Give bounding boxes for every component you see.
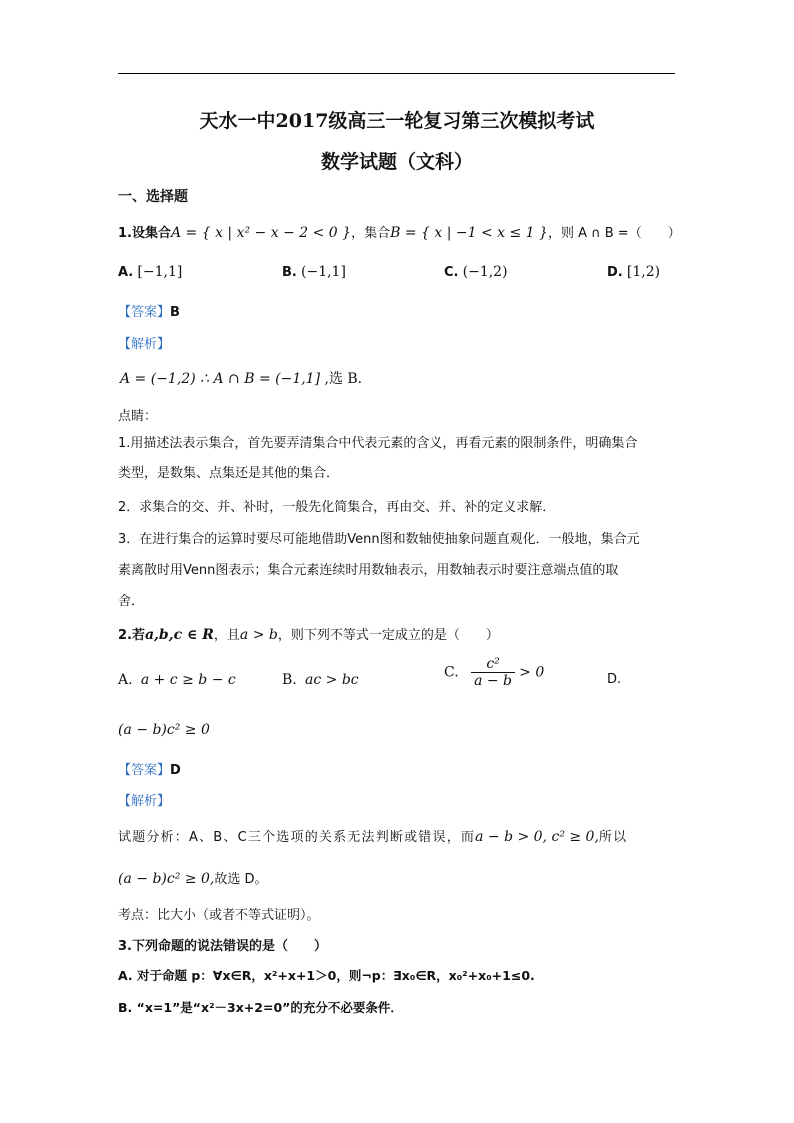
q1-option-d: D. [1,2)	[607, 264, 661, 280]
q1-analysis: A = (−1,2) ∴ A ∩ B = (−1,1] ,选 B.	[120, 371, 363, 387]
q1-remark-line: 3．在进行集合的运算时要尽可能地借助Venn图和数轴使抽象问题直观化．一般地，集合元	[118, 532, 640, 547]
q1-remark-line: 素离散时用Venn图表示；集合元素连续时用数轴表示，用数轴表示时要注意端点值的取	[118, 563, 619, 578]
q1-set-b: B = { x | −1 < x ≤ 1 }	[390, 225, 548, 241]
exam-title: 天水一中2017级高三一轮复习第三次模拟考试	[199, 110, 595, 132]
q2-answer: 【答案】D	[118, 763, 181, 778]
q1-remark-line: 1.用描述法表示集合，首先要弄清集合中代表元素的含义，再看元素的限制条件，明确集合	[118, 436, 638, 451]
q1-set-a: A = { x | x² − x − 2 < 0 }	[170, 225, 352, 241]
q1-answer: 【答案】B	[118, 305, 180, 320]
question-3-stem: 3.下列命题的说法错误的是（ ）	[118, 939, 327, 954]
q1-remark-line: 舍．	[118, 594, 145, 609]
q2-analysis-tag: 【解析】	[118, 794, 171, 809]
section-heading: 一、选择题	[118, 189, 188, 205]
q1-remark-title: 点睛：	[118, 409, 158, 424]
question-2-stem: 2.若a,b,c ∈ R，且a > b，则下列不等式一定成立的是（ ）	[118, 627, 499, 643]
q2-option-b: B. ac > bc	[282, 672, 359, 688]
q2-option-c-fraction: $\frac{\text{c²}}{a - b}$	[471, 656, 515, 689]
q2-option-d: (a − b)c² ≥ 0	[118, 722, 210, 738]
q3-option-b: B. “x=1”是“x²－3x+2=0”的充分不必要条件．	[118, 1000, 403, 1015]
q1-end: ，则 A ∩ B =（ ）	[547, 226, 681, 241]
question-1-stem	[118, 222, 681, 241]
q1-analysis-tag: 【解析】	[118, 337, 171, 352]
q3-option-a: A. 对于命题 p：∀x∈R，x²+x+1＞0，则¬p：∃x₀∈R，x₀²+x₀+1≤0.	[118, 968, 535, 983]
q2-option-a: A. a + c ≥ b − c	[118, 672, 236, 688]
q2-option-d-label: D.	[607, 672, 622, 687]
q1-option-a: A. [−1,1]	[118, 264, 183, 280]
q2-analysis-line2: (a − b)c² ≥ 0,故选 D。	[118, 871, 268, 887]
q1-option-c: C. (−1,2)	[444, 264, 508, 280]
q2-option-c: C. $\frac{\text{c²}}{a - b}$ > 0	[444, 656, 545, 689]
q1-remark-line: 类型，是数集、点集还是其他的集合．	[118, 466, 340, 481]
q1-mid: ，集合	[351, 226, 391, 241]
q2-kaodian: 考点：比大小（或者不等式证明）。	[118, 908, 320, 923]
header-rule	[118, 73, 675, 74]
q1-remark-line: 2．求集合的交、并、补时，一般先化简集合，再由交、并、补的定义求解．	[118, 500, 556, 515]
q1-prefix: 1.设集合	[118, 226, 171, 241]
exam-subtitle: 数学试题（文科）	[320, 151, 473, 173]
q2-analysis-line1: 试题分析：A、B、C三个选项的关系无法判断或错误，而a − b > 0, c² ≥ 0,所以	[118, 829, 628, 845]
q1-option-b: B. (−1,1]	[282, 264, 346, 280]
